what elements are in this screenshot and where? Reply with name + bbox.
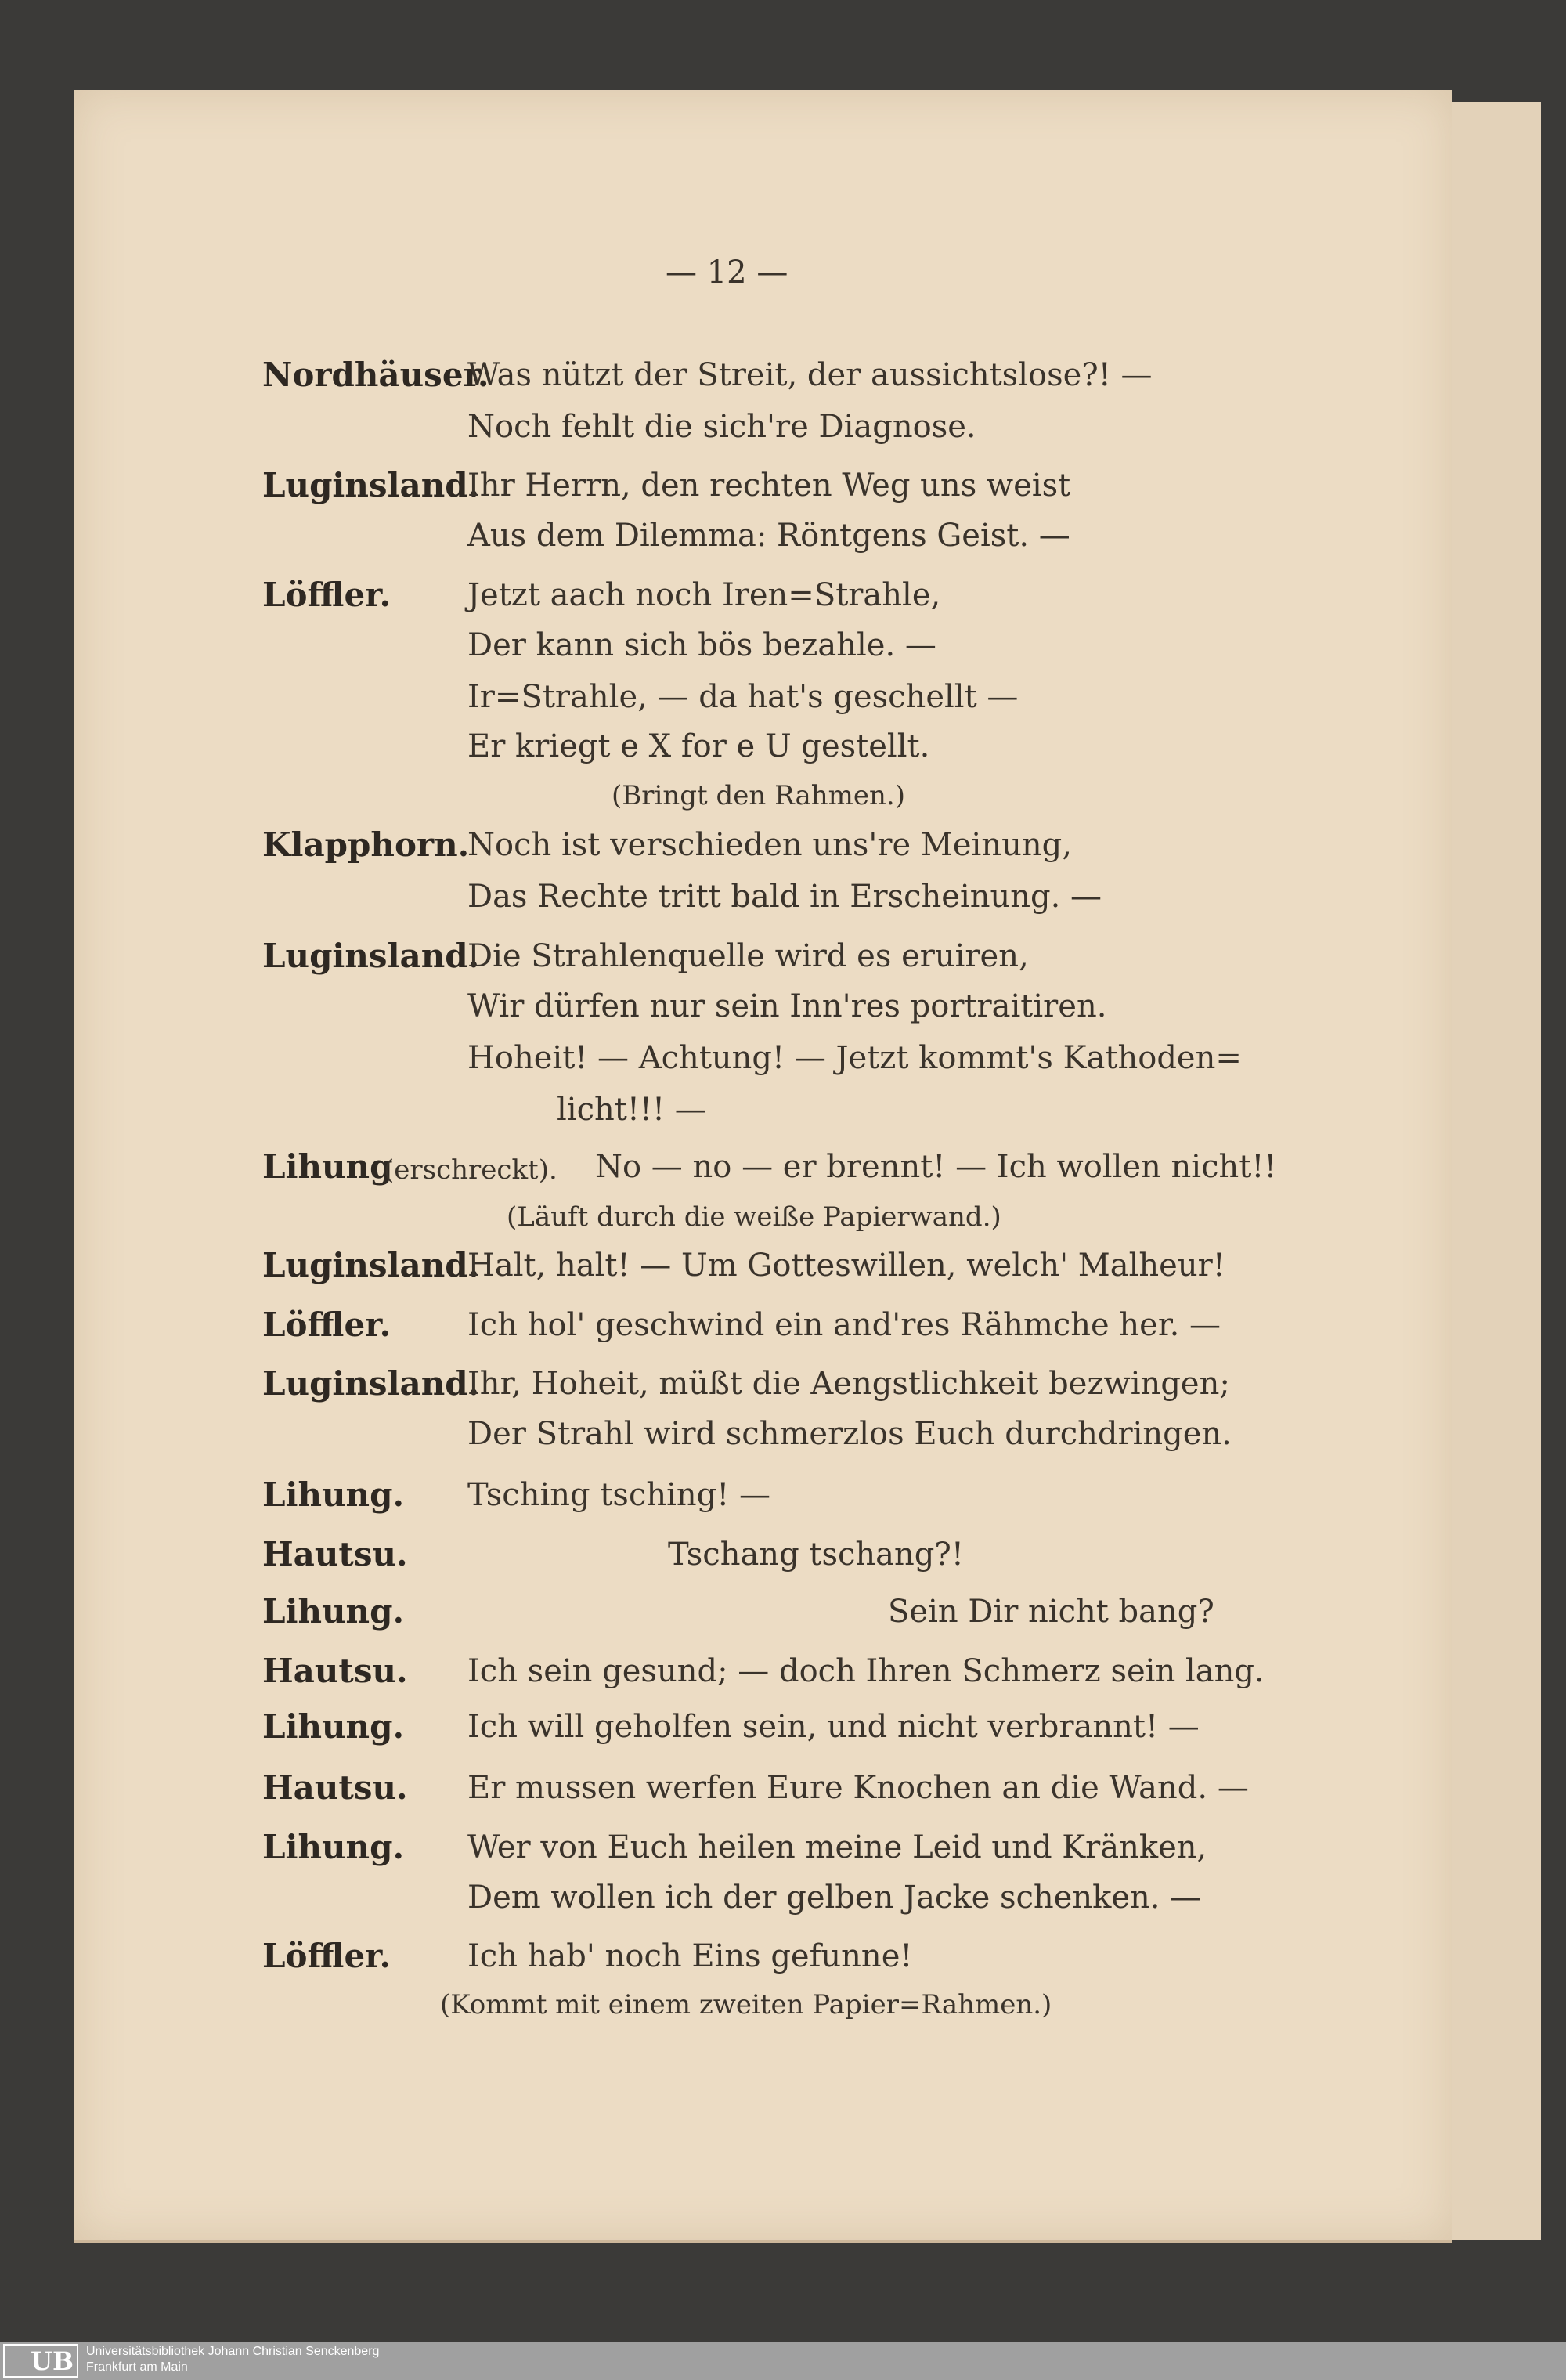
speaker-name: Klapphorn. <box>262 825 470 864</box>
page-number: — 12 — <box>666 255 788 291</box>
library-footer <box>0 2342 1566 2380</box>
speaker-name: Luginsland. <box>262 1364 480 1403</box>
speaker-name: Lihung. <box>262 1592 405 1631</box>
speaker-name: Lihung. <box>262 1707 405 1746</box>
verse-line: Wir dürfen nur sein Inn'res portraitiren. <box>467 988 1107 1024</box>
speaker-name: Nordhäuser. <box>262 356 489 394</box>
verse-line: Tsching tsching! — <box>467 1477 771 1513</box>
verse-line: Ich sein gesund; — doch Ihren Schmerz sein lang. <box>467 1653 1265 1689</box>
verse-line: Ich hol' geschwind ein and'res Rähmche her. — <box>467 1307 1221 1343</box>
verse-line: Er mussen werfen Eure Knochen an die Wand. — <box>467 1770 1249 1806</box>
speaker-name: Luginsland. <box>262 937 480 975</box>
speaker-name: Luginsland. <box>262 466 480 504</box>
speaker-name: Hautsu. <box>262 1652 408 1690</box>
verse-line: Der Strahl wird schmerzlos Euch durchdringen. <box>467 1416 1232 1452</box>
speaker-name: Löffler. <box>262 576 392 614</box>
verse-line: licht!!! — <box>557 1092 706 1128</box>
stage-direction: (erschreckt). <box>384 1154 557 1186</box>
ub-logo: UB <box>3 2344 78 2378</box>
verse-line: Halt, halt! — Um Gotteswillen, welch' Malheur! <box>467 1248 1225 1284</box>
verse-line: No — no — er brennt! — Ich wollen nicht!! <box>595 1149 1277 1185</box>
verse-line: Ir=Strahle, — da hat's geschellt — <box>467 679 1019 715</box>
stage-direction: (Läuft durch die weiße Papierwand.) <box>507 1201 1001 1233</box>
library-city: Frankfurt am Main <box>86 2360 188 2374</box>
verse-line: Dem wollen ich der gelben Jacke schenken. — <box>467 1880 1202 1916</box>
verse-line: Ihr, Hoheit, müßt die Aengstlichkeit bezwingen; <box>467 1366 1230 1402</box>
verse-line: Wer von Euch heilen meine Leid und Kränken, <box>467 1829 1207 1865</box>
verse-line: Hoheit! — Achtung! — Jetzt kommt's Kathoden= <box>467 1040 1242 1076</box>
verse-line: Ich will geholfen sein, und nicht verbrannt! — <box>467 1709 1200 1745</box>
speaker-name: Hautsu. <box>262 1535 408 1573</box>
stage-direction: (Bringt den Rahmen.) <box>612 780 905 811</box>
verse-line: Jetzt aach noch Iren=Strahle, <box>467 577 941 613</box>
speaker-name: Luginsland. <box>262 1246 480 1284</box>
verse-line: Ihr Herrn, den rechten Weg uns weist <box>467 468 1071 504</box>
verse-line: Noch fehlt die sich're Diagnose. <box>467 409 976 445</box>
verse-line: Ich hab' noch Eins gefunne! <box>467 1938 913 1974</box>
stage-direction: (Kommt mit einem zweiten Papier=Rahmen.) <box>440 1989 1052 2021</box>
speaker-name: Löffler. <box>262 1937 392 1975</box>
verse-line: Aus dem Dilemma: Röntgens Geist. — <box>467 518 1070 554</box>
verse-line: Das Rechte tritt bald in Erscheinung. — <box>467 879 1102 915</box>
verse-line: Tschang tschang?! <box>668 1537 964 1573</box>
verse-line: Noch ist verschieden uns're Meinung, <box>467 827 1072 863</box>
speaker-name: Hautsu. <box>262 1768 408 1807</box>
speaker-name: Lihung. <box>262 1475 405 1514</box>
verse-line: Die Strahlenquelle wird es eruiren, <box>467 938 1029 974</box>
verse-line: Sein Dir nicht bang? <box>888 1594 1214 1630</box>
verse-line: Was nützt der Streit, der aussichtslose?! — <box>467 357 1153 393</box>
speaker-name: Lihung. <box>262 1828 405 1866</box>
adjacent-page-edge <box>1441 102 1541 2240</box>
verse-line: Er kriegt e X for e U gestellt. <box>467 728 930 764</box>
library-name: Universitätsbibliothek Johann Christian Senckenberg <box>86 2345 380 2358</box>
speaker-name: Löffler. <box>262 1306 392 1344</box>
speaker-name: Lihung <box>262 1147 393 1186</box>
verse-line: Der kann sich bös bezahle. — <box>467 627 936 663</box>
